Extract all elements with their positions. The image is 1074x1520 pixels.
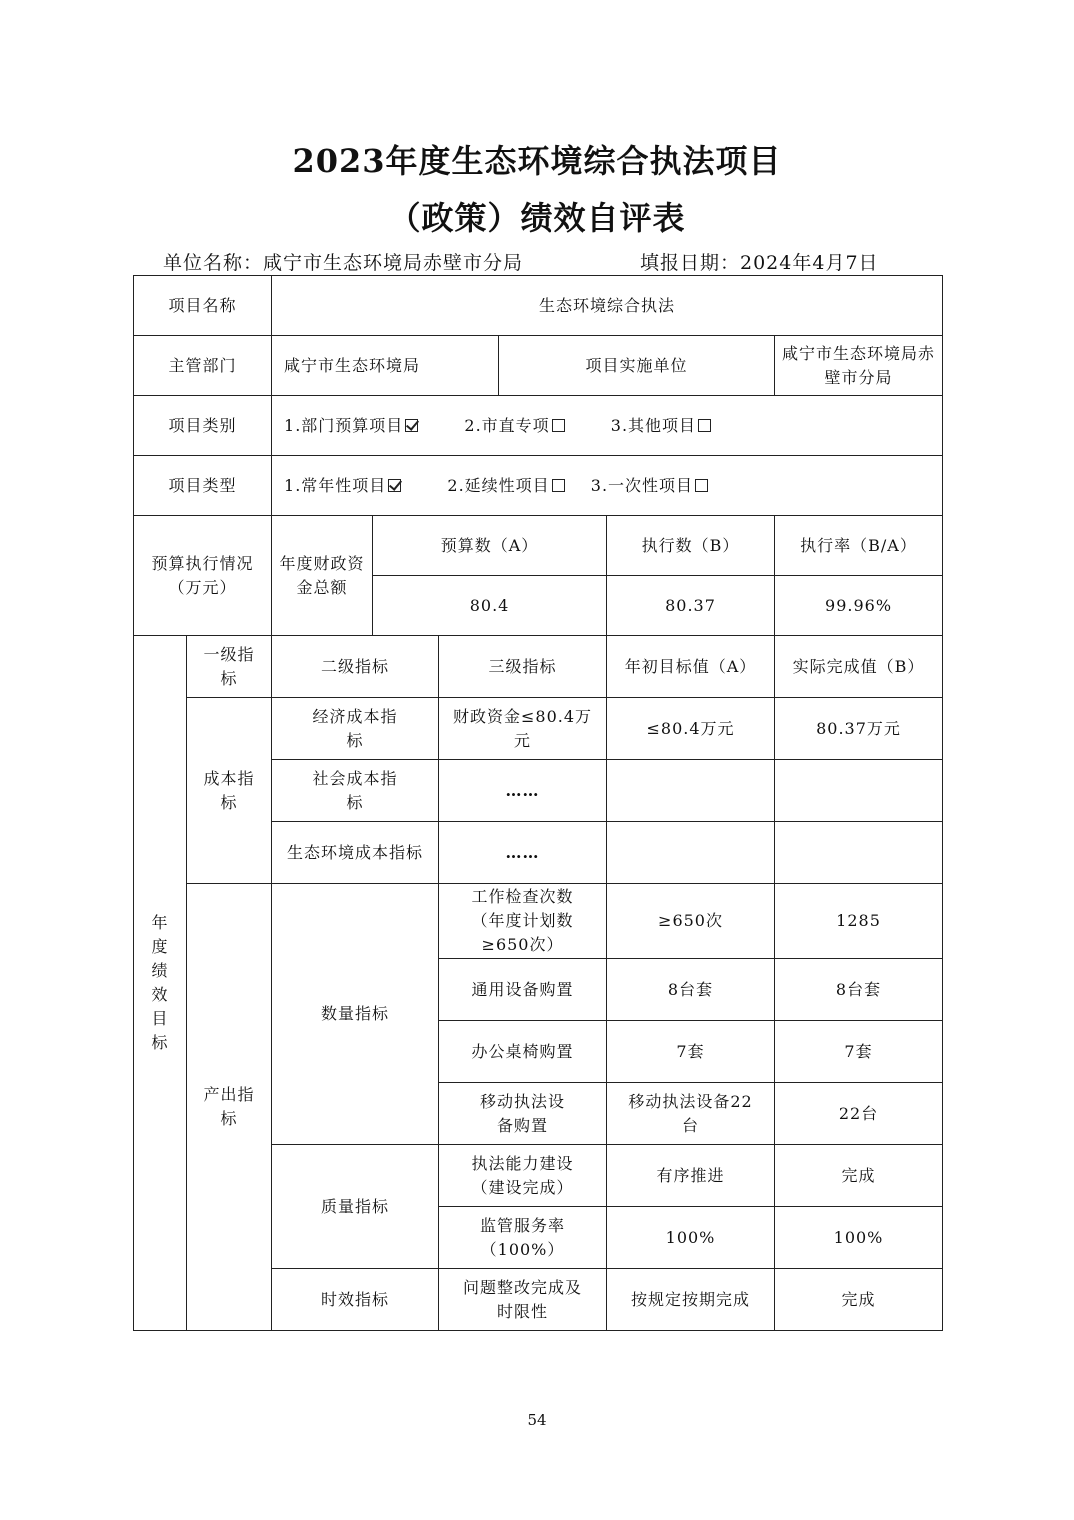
category-option: 3.其他项目	[611, 416, 711, 435]
impl-label: 项目实施单位	[499, 336, 775, 396]
table-row	[134, 336, 943, 396]
q1-l3: 工作检查次数（年度计划数≥650次）	[439, 884, 607, 959]
budget-a-value: 80.4	[373, 576, 607, 636]
rate-header: 执行率（B/A）	[775, 516, 943, 576]
checked-box-icon	[388, 479, 401, 492]
table-row	[134, 456, 943, 516]
eco-cost-actual	[775, 822, 943, 884]
type-option: 1.常年性项目	[284, 476, 401, 495]
cost-label: 成本指标	[187, 698, 272, 884]
qa2-l3: 监管服务率（100%）	[439, 1207, 607, 1269]
target-header: 年初目标值（A）	[607, 636, 775, 698]
empty-box-icon	[698, 419, 711, 432]
empty-box-icon	[552, 419, 565, 432]
econ-cost-label: 经济成本指标	[272, 698, 439, 760]
table-row	[134, 698, 943, 760]
econ-cost-l3: 财政资金≤80.4万元	[439, 698, 607, 760]
empty-box-icon	[552, 479, 565, 492]
report-date: 填报日期：2024年4月7日	[640, 252, 879, 274]
q2-target: 8台套	[607, 959, 775, 1021]
level2-header: 二级指标	[272, 636, 439, 698]
level3-header: 三级指标	[439, 636, 607, 698]
qa1-l3: 执法能力建设（建设完成）	[439, 1145, 607, 1207]
timeliness-label: 时效指标	[272, 1269, 439, 1331]
type-options	[272, 456, 943, 516]
q3-target: 7套	[607, 1021, 775, 1083]
project-name-label: 项目名称	[134, 276, 272, 336]
q4-target: 移动执法设备22台	[607, 1083, 775, 1145]
q2-l3: 通用设备购置	[439, 959, 607, 1021]
dept-label: 主管部门	[134, 336, 272, 396]
q2-actual: 8台套	[775, 959, 943, 1021]
category-options	[272, 396, 943, 456]
t1-target: 按规定按期完成	[607, 1269, 775, 1331]
type-option: 3.一次性项目	[591, 476, 708, 495]
q1-actual: 1285	[775, 884, 943, 959]
qa1-target: 有序推进	[607, 1145, 775, 1207]
q4-l3: 移动执法设备购置	[439, 1083, 607, 1145]
q3-l3: 办公桌椅购置	[439, 1021, 607, 1083]
actual-header: 实际完成值（B）	[775, 636, 943, 698]
eco-cost-target	[607, 822, 775, 884]
category-option: 2.市直专项	[464, 416, 564, 435]
eco-cost-l3: ……	[439, 822, 607, 884]
fund-label: 年度财政资金总额	[272, 516, 373, 636]
category-option: 1.部门预算项目	[284, 416, 418, 435]
exec-b-header: 执行数（B）	[607, 516, 775, 576]
type-option: 2.延续性项目	[447, 476, 564, 495]
econ-cost-actual: 80.37万元	[775, 698, 943, 760]
q3-actual: 7套	[775, 1021, 943, 1083]
eco-cost-label: 生态环境成本指标	[272, 822, 439, 884]
output-label: 产出指标	[187, 884, 272, 1331]
page-title: 2023年度生态环境综合执法项目	[292, 142, 782, 180]
type-label: 项目类型	[134, 456, 272, 516]
page-subtitle: （政策）绩效自评表	[388, 199, 686, 237]
page-number: 54	[527, 1411, 547, 1429]
q1-target: ≥650次	[607, 884, 775, 959]
impl-value: 咸宁市生态环境局赤壁市分局	[775, 336, 943, 396]
qa2-target: 100%	[607, 1207, 775, 1269]
table-row	[134, 636, 943, 698]
table-row	[134, 516, 943, 576]
exec-b-value: 80.37	[607, 576, 775, 636]
rate-value: 99.96%	[775, 576, 943, 636]
empty-box-icon	[695, 479, 708, 492]
perf-label: 年度绩效目标	[134, 636, 187, 1331]
table-row	[134, 884, 943, 959]
t1-l3: 问题整改完成及时限性	[439, 1269, 607, 1331]
table-row	[134, 396, 943, 456]
social-cost-l3: ……	[439, 760, 607, 822]
t1-actual: 完成	[775, 1269, 943, 1331]
budget-a-header: 预算数（A）	[373, 516, 607, 576]
level1-header: 一级指标	[187, 636, 272, 698]
quality-label: 质量指标	[272, 1145, 439, 1269]
social-cost-label: 社会成本指标	[272, 760, 439, 822]
econ-cost-target: ≤80.4万元	[607, 698, 775, 760]
q4-actual: 22台	[775, 1083, 943, 1145]
quantity-label: 数量指标	[272, 884, 439, 1145]
checked-box-icon	[405, 419, 418, 432]
category-label: 项目类别	[134, 396, 272, 456]
dept-value: 咸宁市生态环境局	[272, 336, 499, 396]
budget-label: 预算执行情况（万元）	[134, 516, 272, 636]
social-cost-target	[607, 760, 775, 822]
social-cost-actual	[775, 760, 943, 822]
qa1-actual: 完成	[775, 1145, 943, 1207]
project-name-value: 生态环境综合执法	[272, 276, 943, 336]
table-row	[134, 276, 943, 336]
evaluation-table	[133, 275, 943, 1331]
unit-name: 单位名称：咸宁市生态环境局赤壁市分局	[163, 252, 524, 274]
qa2-actual: 100%	[775, 1207, 943, 1269]
